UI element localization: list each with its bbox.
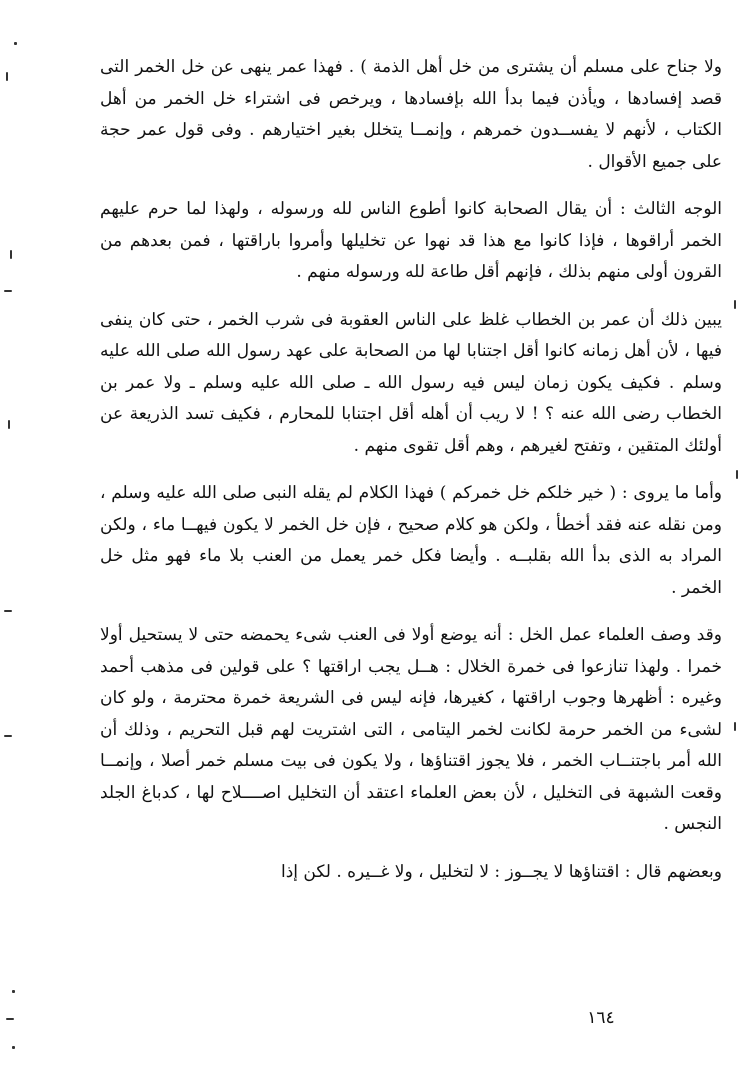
paragraph-1: ولا جناح على مسلم أن يشترى من خل أهل الذمة ) . فهذا عمر ينهى عن خل الخمر التى قصد إفسادها ، ويأذن فيما بدأ الله بإفسادها ، ويرخص فى اشتراء خل الخمر من أهل الكتاب ، لأنهم لا يفســدون خمرهم ، وإنمــا يتخلل بغير اختيارهم . وفى قول عمر حجة على جميع الأقوال . [100, 57, 722, 172]
scan-mark [4, 290, 12, 292]
scan-mark [6, 1018, 14, 1020]
paragraph-5: وقد وصف العلماء عمل الخل : أنه يوضع أولا فى العنب شىء يحمضه حتى لا يستحيل أولا خمرا . ولهذا تنازعوا فى خمرة الخلال : هــل يجب اراقتها ؟ على قولين فى مذهب أحمد وغيره : أظهرها وجوب اراقتها ، كغيرها، فإنه ليس فى الشريعة خمرة محترمة ، ولو كان لشىء من الخمر حرمة لكانت لخمر اليتامى ، التى اشتريت لهم قبل التحريم ، وذلك أن الله أمر باجتنــاب الخمر ، فلا يجوز اقتناؤها ، ولا يكون فى بيت مسلم خمر أصلا ، وإنمــا وقعت الشبهة فى التخليل ، لأن بعض العلماء اعتقد أن التخليل اصــــلاح لها ، كدباغ الجلد النجس . [100, 625, 722, 834]
page-number: ١٦٤ [587, 1008, 615, 1028]
scan-mark [10, 250, 12, 259]
scan-mark [4, 735, 12, 737]
paragraph-6: وبعضهم قال : اقتناؤها لا يجــوز : لا لتخليل ، ولا غــيره . لكن إذا [281, 861, 722, 882]
paragraph-2: الوجه الثالث : أن يقال الصحابة كانوا أطوع الناس لله ورسوله ، ولهذا لما حرم عليهم الخمر أراقوها ، فإذا كانوا مع هذا قد نهوا عن تخليلها وأمروا باراقتها ، فمن بعدهم من القرون أولى منهم بذلك ، فإنهم أقل طاعة لله ورسوله منهم . [100, 199, 722, 282]
page-body [100, 52, 722, 1052]
paragraph-3: يبين ذلك أن عمر بن الخطاب غلظ على الناس العقوبة فى شرب الخمر ، حتى كان ينفى فيها ، لأن أهل زمانه كانوا أقل اجتنابا لها من الصحابة على عهد رسول الله صلى الله عليه وسلم . فكيف يكون زمان ليس فيه رسول الله ـ صلى الله عليه وسلم ـ ولا عمر بن الخطاب رضى الله عنه ؟ ! لا ريب أن أهله أقل اجتنابا للمحارم ، فكيف تسد الذريعة عن أولئك المتقين ، وتفتح لغيرهم ، وهم أقل تقوى منهم . [100, 309, 722, 456]
scan-mark [736, 470, 738, 479]
scan-mark [734, 300, 736, 309]
scan-mark [734, 722, 736, 731]
scan-mark [12, 990, 15, 993]
scan-mark [12, 1046, 15, 1049]
scan-mark [4, 610, 12, 612]
scan-mark [14, 42, 17, 45]
scan-mark [6, 72, 8, 81]
scan-mark [8, 420, 10, 429]
paragraph-4: وأما ما يروى : ( خير خلكم خل خمركم ) فهذا الكلام لم يقله النبى صلى الله عليه وسلم ، ومن نقله عنه فقد أخطأ ، ولكن هو كلام صحيح ، فإن خل الخمر لا يكون فيهــا ماء ، ولكن المراد به الذى بدأ الله بقلبــه . وأيضا فكل خمر يعمل من العنب بلا ماء فهو مثل خل الخمر . [100, 483, 722, 598]
